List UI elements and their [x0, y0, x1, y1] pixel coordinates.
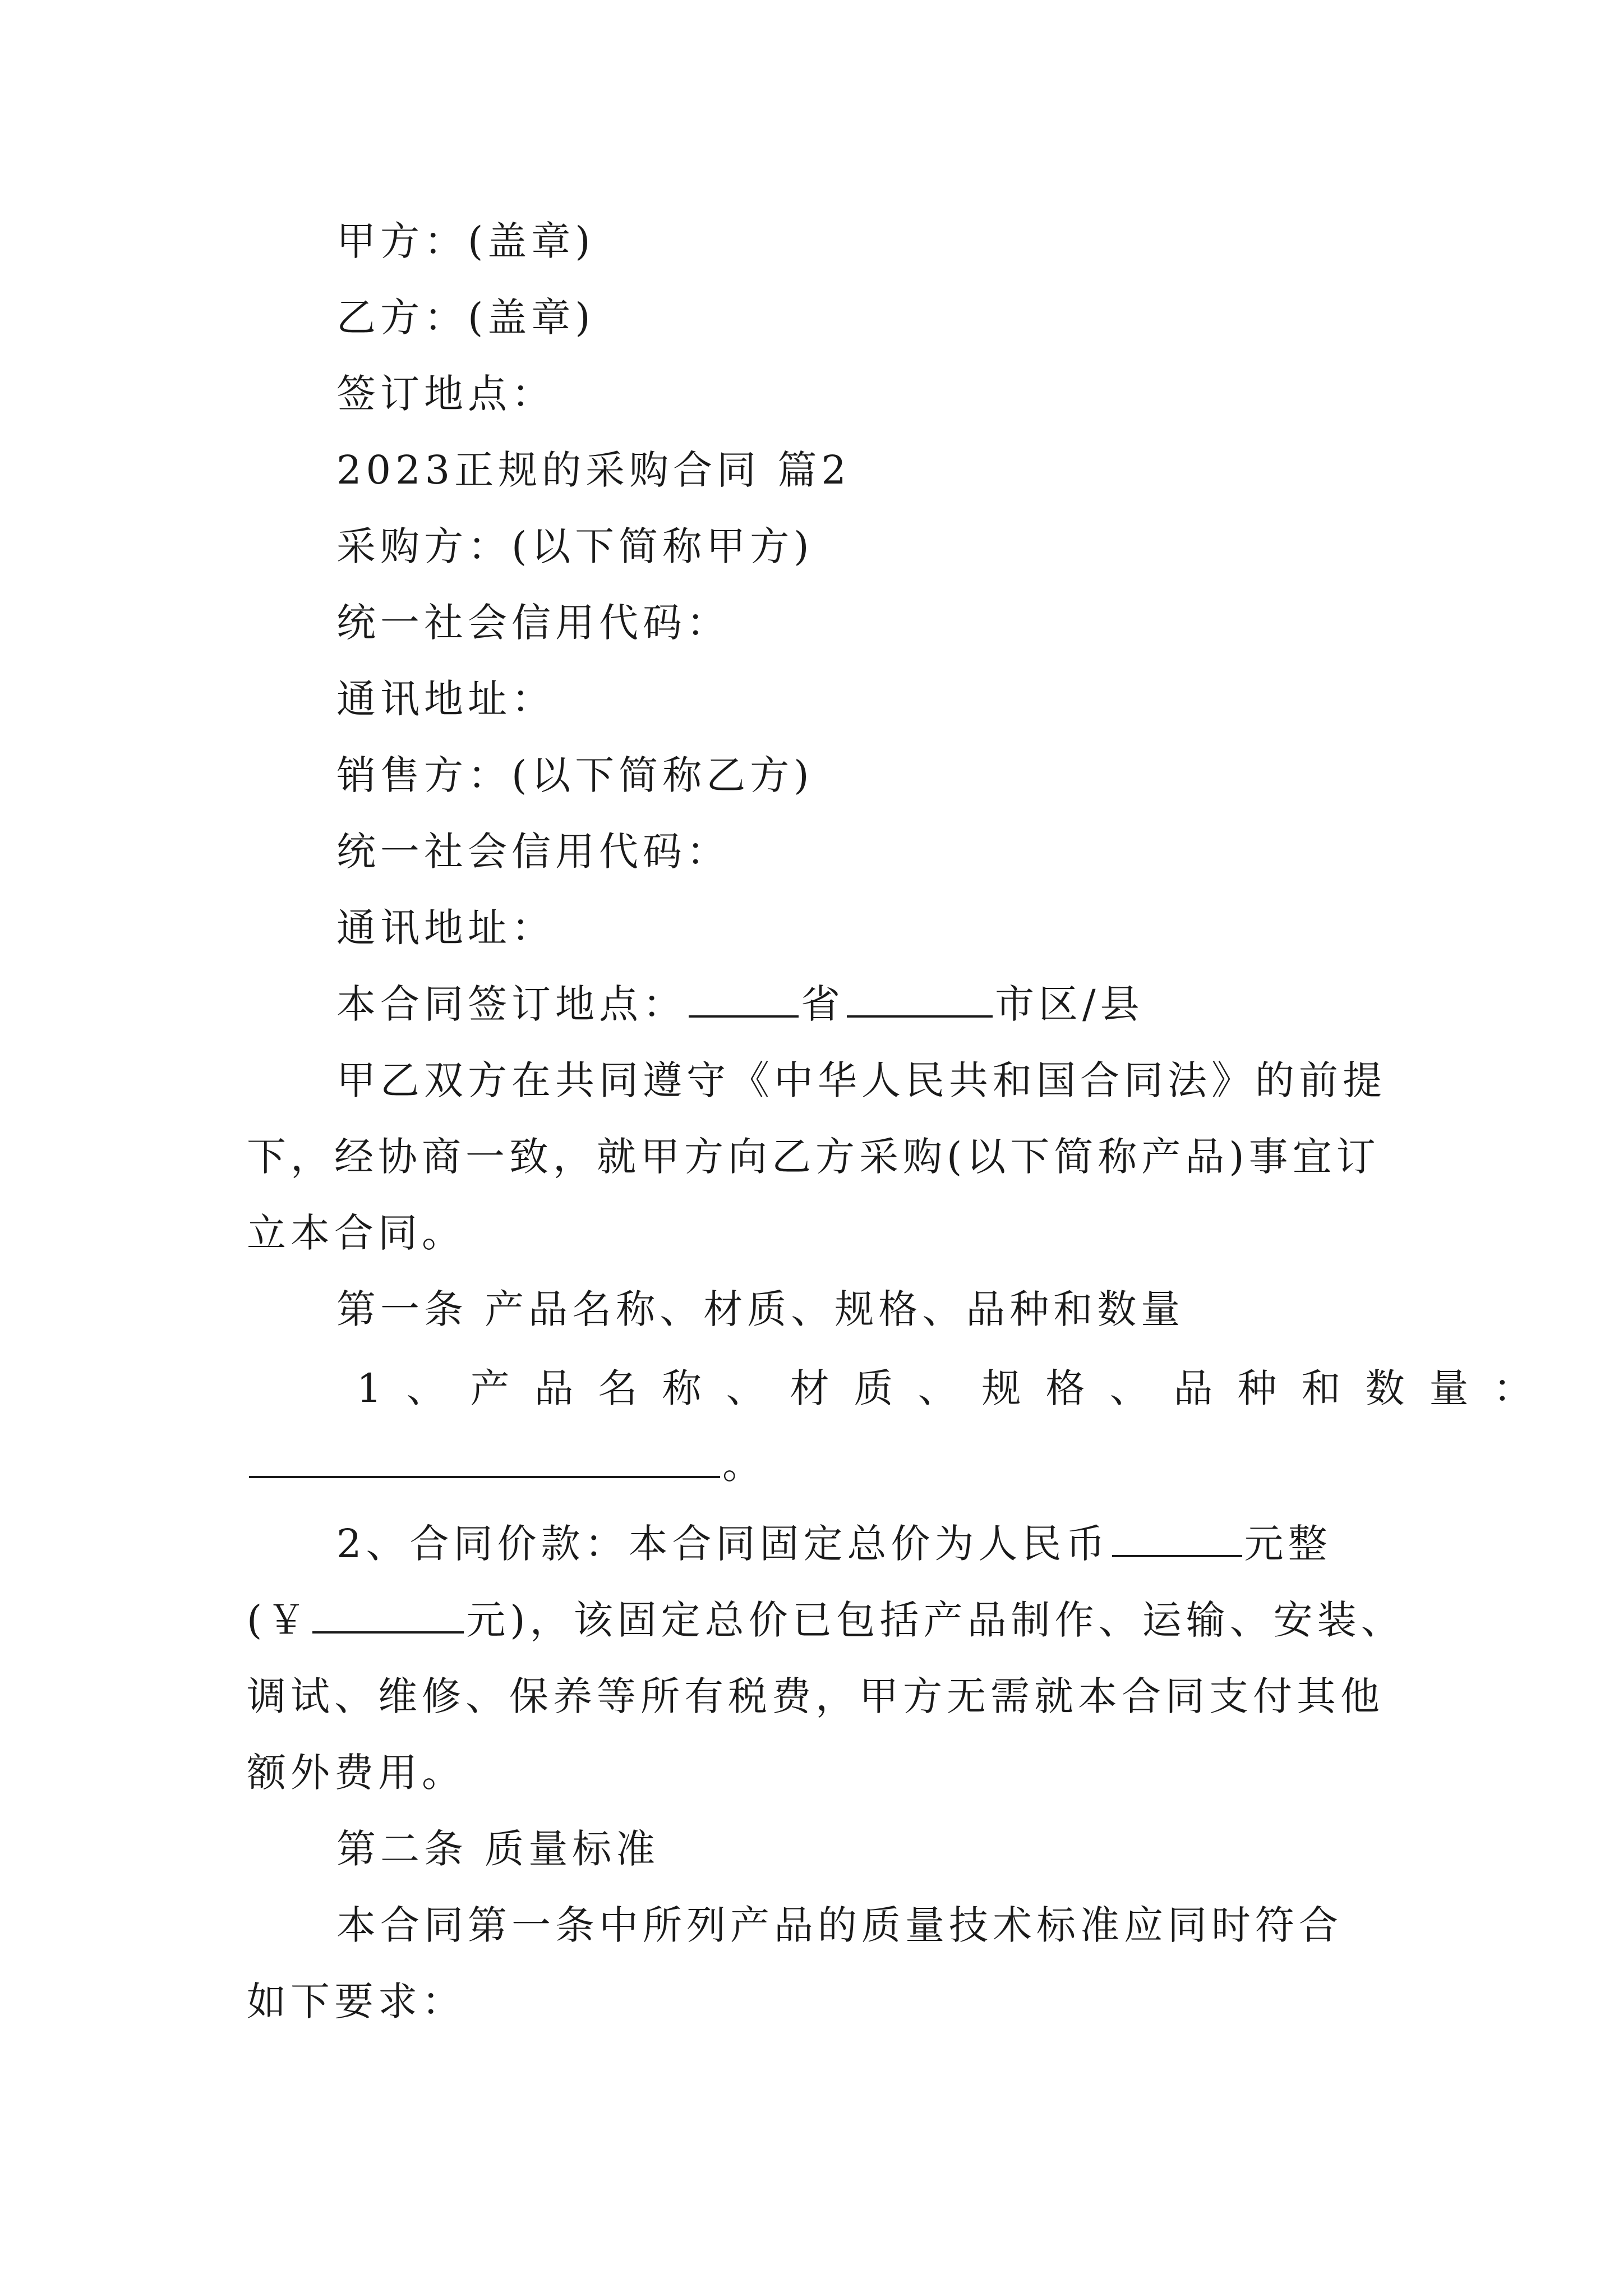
seller-line: 销售方：(以下简称乙方) [336, 752, 814, 798]
contract-price-line-4: 额外费用。 [247, 1750, 465, 1796]
buyer-line: 采购方：(以下简称甲方) [336, 523, 814, 569]
quality-standard-line-1: 本合同第一条中所列产品的质量技术标准应同时符合 [336, 1902, 1343, 1948]
party-a-seal-line: 甲方：(盖章) [336, 218, 595, 264]
article-one-heading: 第一条 产品名称、材质、规格、品种和数量 [336, 1286, 1185, 1332]
contract-location-label: 本合同签订地点： [336, 981, 686, 1027]
product-spec-end: 。 [722, 1442, 766, 1488]
province-label: 省 [801, 981, 845, 1027]
seller-credit-code-line: 统一社会信用代码： [336, 829, 730, 875]
product-spec-blank [249, 1441, 720, 1478]
preamble-line-2: 下，经协商一致，就甲方向乙方采购(以下简称产品)事宜订 [247, 1134, 1380, 1180]
contract-price-line-2 [247, 1595, 1405, 1645]
contract-price-label: 2、合同价款：本合同固定总价为人民币 [336, 1521, 1110, 1567]
contract-location-line [336, 979, 1144, 1029]
preamble-line-1: 甲乙双方在共同遵守《中华人民共和国合同法》的前提 [336, 1057, 1386, 1103]
quality-standard-line-2: 如下要求： [247, 1978, 465, 2024]
price-unit: 元整 [1244, 1521, 1332, 1567]
yuan-symbol: (￥ [247, 1597, 311, 1643]
product-spec-line: 1、产品名称、材质、规格、品种和数量： [357, 1365, 1557, 1411]
party-b-seal-line: 乙方：(盖章) [336, 295, 595, 341]
contract-price-line-3: 调试、维修、保养等所有税费，甲方无需就本合同支付其他 [247, 1673, 1384, 1719]
contract-price-line-1 [336, 1519, 1332, 1569]
contract-price-text: 元)，该固定总价已包括产品制作、运输、安装、 [466, 1597, 1405, 1643]
price-words-blank [1112, 1520, 1242, 1557]
product-spec-blank-line [247, 1439, 766, 1490]
buyer-credit-code-line: 统一社会信用代码： [336, 600, 730, 646]
article-two-heading: 第二条 质量标准 [336, 1826, 660, 1872]
buyer-address-line: 通讯地址： [336, 676, 555, 722]
province-blank [689, 981, 799, 1018]
section-title: 2023正规的采购合同 篇2 [336, 447, 851, 493]
price-figure-blank [312, 1596, 464, 1634]
city-label: 市区/县 [995, 981, 1144, 1027]
seller-address-line: 通讯地址： [336, 905, 555, 951]
city-blank [847, 981, 993, 1018]
preamble-line-3: 立本合同。 [247, 1210, 465, 1256]
signing-location-line: 签订地点： [336, 371, 555, 417]
